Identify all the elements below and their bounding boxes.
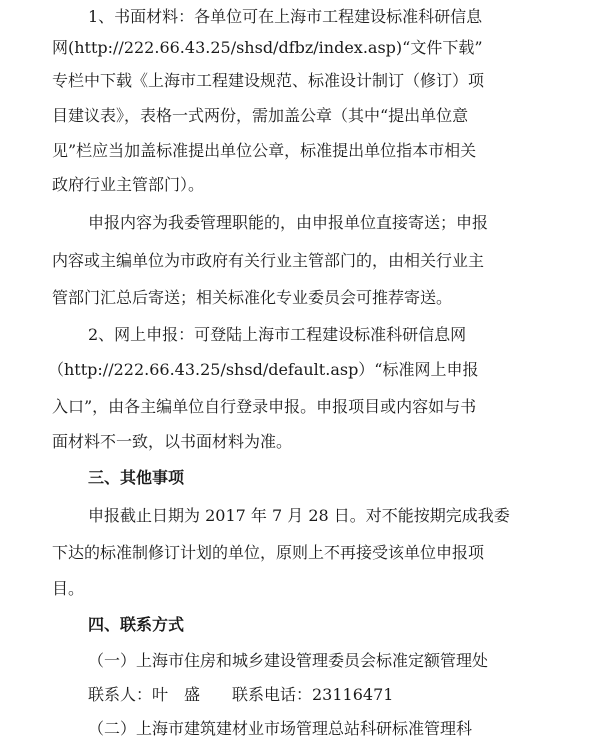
text-line: 联系人：叶 盛 联系电话：23116471 xyxy=(88,685,394,704)
text-line: 目建议表》，表格一式两份，需加盖公章（其中“提出单位意 xyxy=(52,106,469,125)
text-line: 面材料不一致，以书面材料为准。 xyxy=(52,432,293,451)
text-line: （一）上海市住房和城乡建设管理委员会标准定额管理处 xyxy=(88,651,489,670)
text-line: 内容或主编单位为市政府有关行业主管部门的，由相关行业主 xyxy=(52,251,485,270)
text-line: （http://222.66.43.25/shsd/default.asp）“标准网上申报 xyxy=(48,360,479,379)
section-heading: 四、联系方式 xyxy=(88,615,185,634)
text-line: 政府行业主管部门）。 xyxy=(52,175,205,194)
text-line: 申报截止日期为 2017 年 7 月 28 日。对不能按期完成我委 xyxy=(88,506,510,525)
text-line: 网(http://222.66.43.25/shsd/dfbz/index.asp)“文件下载” xyxy=(52,38,483,57)
text-line: 管部门汇总后寄送；相关标准化专业委员会可推荐寄送。 xyxy=(52,288,453,307)
section-heading: 三、其他事项 xyxy=(88,468,185,487)
text-line: 目。 xyxy=(52,579,85,598)
text-line: 下达的标准制修订计划的单位，原则上不再接受该单位申报项 xyxy=(52,543,485,562)
text-line: 见”栏应当加盖标准提出单位公章，标准提出单位指本市相关 xyxy=(52,141,477,160)
text-line: （二）上海市建筑建材业市场管理总站科研标准管理科 xyxy=(88,719,473,738)
text-line: 专栏中下载《上海市工程建设规范、标准设计制订（修订）项 xyxy=(52,71,485,90)
text-line: 申报内容为我委管理职能的，由申报单位直接寄送；申报 xyxy=(88,213,489,232)
text-line: 2、网上申报：可登陆上海市工程建设标准科研信息网 xyxy=(88,325,467,344)
text-line: 1、书面材料：各单位可在上海市工程建设标准科研信息 xyxy=(88,7,483,26)
text-line: 入口”，由各主编单位自行登录申报。申报项目或内容如与书 xyxy=(52,397,477,416)
